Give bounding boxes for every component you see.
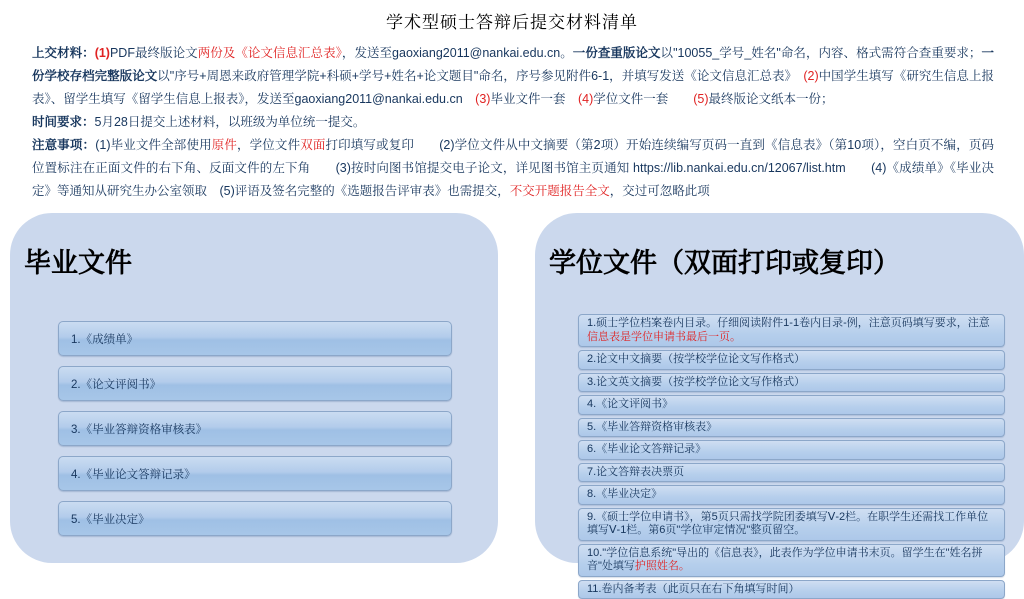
- text-segment: 1.硕士学位档案卷内目录。仔细阅读附件1-1卷内目录-例，注意页码填写要求，注意: [587, 317, 990, 329]
- text-segment: 11.卷内备考表（此页只在右下角填写时间）: [587, 583, 799, 595]
- list-item: 3.《毕业答辩资格审核表》: [58, 411, 452, 446]
- list-item: 4.《毕业论文答辩记录》: [58, 456, 452, 491]
- list-item: 5.《毕业决定》: [58, 501, 452, 536]
- text-segment: 5月28日提交上述材料，以班级为单位统一提交。: [95, 115, 366, 129]
- text-segment: 4.《论文评阅书》: [587, 398, 673, 410]
- text-segment: 护照姓名。: [635, 560, 690, 572]
- text-segment: 注意事项：: [32, 138, 95, 152]
- text-segment: 以"10055_学号_姓名"命名，内容、格式需符合查重要求；: [661, 46, 982, 60]
- graduation-documents-list: [58, 321, 452, 536]
- text-segment: 7.论文答辩表决票页: [587, 466, 684, 478]
- text-segment: ，发送至gaoxiang2011@nankai.edu.cn。: [342, 46, 573, 60]
- text-segment: 两份及《论文信息汇总表》: [198, 46, 342, 60]
- list-item: [578, 580, 1005, 599]
- text-segment: 2.论文中文摘要（按学校学位论文写作格式）: [587, 353, 805, 365]
- list-item: [578, 373, 1005, 393]
- text-segment: 信息表是学位申请书最后一页。: [587, 331, 741, 343]
- text-segment: 原件: [212, 138, 237, 152]
- text-segment: 10."学位信息系统"导出的《信息表》，此表作为学位申请书末页。留学生在"姓名拼音"处填写: [587, 547, 983, 573]
- text-segment: ，学位文件: [237, 138, 300, 152]
- text-segment: (3): [475, 92, 490, 106]
- text-segment: PDF最终版论文: [110, 46, 198, 60]
- text-segment: 打印填写或复印 (2)学位文件从中文摘要（第2项）开始连续编写页码一直到《信息表》（第10项），空白页不编，页码位置标注在正面文件的右下角、反面文件的左下角 (3)按时向图书馆提交电子论文，详见图书馆主页通知 https://lib.nankai.edu.cn/12067/list.htm (4)《成绩单》《毕业决定》等通知从研究生办公室领取 (5)评语及签名完整的《选题报告评审表》也需提交，: [32, 138, 994, 198]
- deadline-paragraph: [32, 111, 994, 134]
- text-segment: (1)毕业文件全部使用: [95, 138, 212, 152]
- text-segment: 学位文件一套: [593, 92, 693, 106]
- page-title: 学术型硕士答辩后提交材料清单: [0, 8, 1024, 33]
- notes-paragraph: [32, 134, 994, 203]
- text-segment: 最终版论文纸本一份；: [709, 92, 834, 106]
- list-item: [578, 314, 1005, 347]
- list-item: 1.《成绩单》: [58, 321, 452, 356]
- text-segment: 一份查重版论文: [573, 46, 661, 60]
- text-segment: 一份学校存档完整版论文: [32, 46, 994, 83]
- list-item: [578, 544, 1005, 577]
- text-segment: (4): [578, 92, 593, 106]
- degree-documents-list: [578, 314, 1005, 599]
- text-segment: 上交材料：: [32, 46, 95, 60]
- list-item: [578, 440, 1005, 460]
- text-segment: 8.《毕业决定》: [587, 488, 662, 500]
- text-segment: 9.《硕士学位申请书》，第5页只需找学院团委填写Ⅴ-2栏。在职学生还需找工作单位填写Ⅴ-1栏。第6页"学位审定情况"整页留空。: [587, 511, 988, 537]
- text-segment: 时间要求：: [32, 115, 95, 129]
- list-item: [578, 395, 1005, 415]
- degree-panel-heading: 学位文件（双面打印或复印）: [549, 241, 1024, 280]
- text-segment: (1): [95, 46, 110, 60]
- text-segment: 不交开题报告全文: [510, 184, 610, 198]
- degree-documents-panel: [535, 213, 1024, 563]
- text-segment: 中国学生填写《研究生信息上报表》、留学生填写《留学生信息上报表》，发送至gaoxiang2011@nankai.edu.cn: [32, 69, 994, 106]
- graduation-panel-heading: 毕业文件: [24, 241, 498, 280]
- list-item: [578, 418, 1005, 438]
- text-segment: 双面: [300, 138, 325, 152]
- intro-text-block: [32, 42, 994, 203]
- text-segment: 毕业文件一套: [490, 92, 578, 106]
- text-segment: 6.《毕业论文答辩记录》: [587, 443, 706, 455]
- text-segment: (2): [803, 69, 818, 83]
- text-segment: 5.《毕业答辩资格审核表》: [587, 421, 717, 433]
- list-item: [578, 463, 1005, 483]
- graduation-documents-panel: [10, 213, 498, 563]
- list-item: 2.《论文评阅书》: [58, 366, 452, 401]
- list-item: [578, 508, 1005, 541]
- list-item: [578, 350, 1005, 370]
- text-segment: (5): [693, 92, 708, 106]
- text-segment: 3.论文英文摘要（按学校学位论文写作格式）: [587, 376, 805, 388]
- text-segment: 以"序号+周恩来政府管理学院+科硕+学号+姓名+论文题目"命名，序号参见附件6-1，并填写发送《论文信息汇总表》: [157, 69, 803, 83]
- list-item: [578, 485, 1005, 505]
- materials-paragraph: [32, 42, 994, 111]
- text-segment: ，交过可忽略此项: [610, 184, 710, 198]
